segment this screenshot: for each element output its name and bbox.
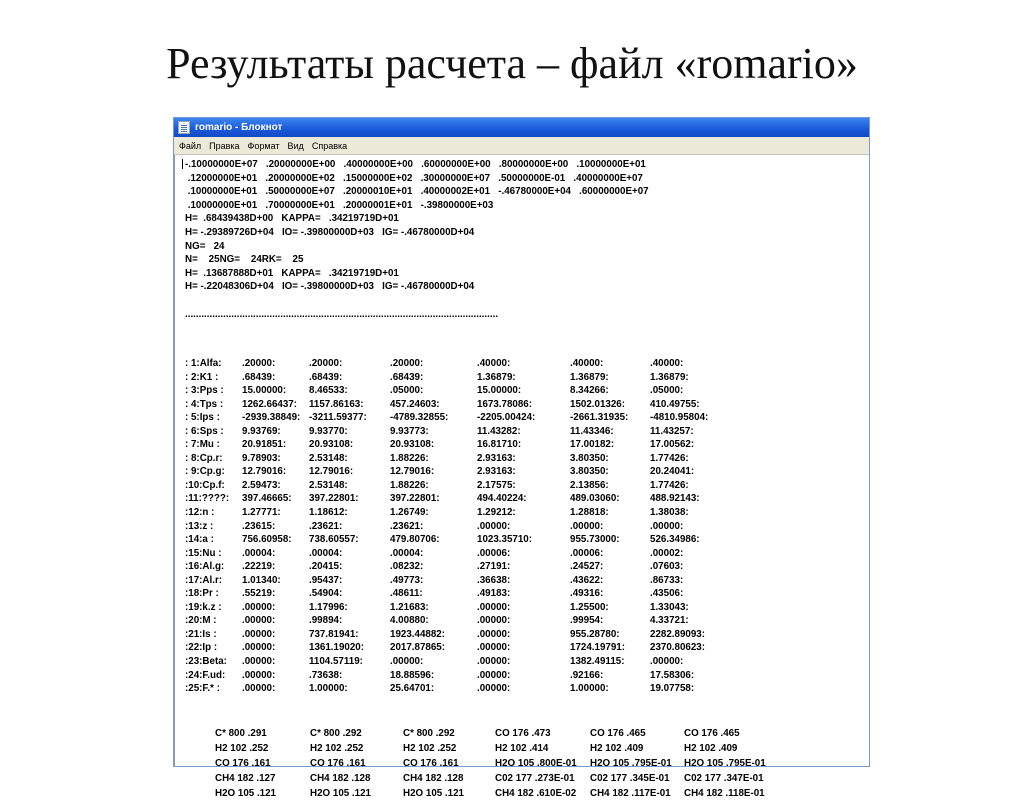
- composition-cell: CO 176 .161: [310, 758, 366, 769]
- text-line: [185, 294, 649, 308]
- result-value: 8.46533:: [309, 385, 348, 397]
- result-value: 410.49755:: [650, 398, 700, 410]
- result-value: 2370.80623:: [650, 642, 706, 654]
- result-value: 4.33721:: [650, 615, 689, 627]
- result-value: 11.43282:: [477, 425, 521, 437]
- result-value: .49773:: [390, 574, 424, 586]
- text-line: .12000000E+01 .20000000E+02 .15000000E+02 .30000000E+07 .50000000E-01 .40000000E+07: [185, 172, 643, 184]
- result-row: [185, 574, 865, 588]
- result-value: 1361.19020:: [309, 642, 365, 654]
- composition-cell: C* 800 .292: [310, 728, 362, 739]
- result-value: 2.13856:: [570, 479, 609, 491]
- result-value: .68439:: [242, 371, 276, 383]
- notepad-window[interactable]: [173, 117, 870, 799]
- result-value: .08232:: [390, 561, 424, 573]
- composition-row: [215, 741, 855, 756]
- composition-row: [215, 786, 855, 801]
- result-value: 1.88226:: [390, 479, 429, 491]
- result-value: 1382.49115:: [570, 656, 625, 668]
- result-value: .23615:: [242, 520, 276, 532]
- result-value: 15.00000:: [477, 385, 522, 397]
- composition-cell: H2O 105 .121: [215, 788, 277, 799]
- menu-view[interactable]: Вид: [287, 140, 304, 151]
- result-row: [185, 465, 865, 479]
- result-value: .24527:: [570, 561, 604, 573]
- result-value: .22219:: [242, 561, 276, 573]
- result-row: [185, 438, 865, 452]
- result-row: [185, 547, 865, 561]
- result-row: [185, 587, 865, 601]
- result-value: .00006:: [570, 547, 604, 559]
- composition-cell: CH4 182 .128: [403, 773, 464, 784]
- text-line: -.10000000E+07 .20000000E+00 .40000000E+00 .60000000E+00 .80000000E+00 .10000000E+01: [185, 159, 646, 170]
- result-value: 1.17996:: [309, 601, 348, 613]
- result-value: 2017.87865:: [390, 642, 446, 654]
- result-label: : 4:Tps :: [185, 398, 224, 410]
- composition-cell: H2O 105 .121: [310, 788, 372, 799]
- result-row: [185, 411, 865, 425]
- result-value: 1.28818:: [570, 507, 609, 519]
- composition-cell: CO 176 .465: [590, 728, 646, 739]
- result-label: :19:k.z :: [185, 601, 222, 613]
- text-editor[interactable]: [174, 155, 869, 799]
- text-line: .10000000E+01 .50000000E+07 .20000010E+01 .40000002E+01 -.46780000E+04 .60000000E+07: [185, 186, 649, 198]
- result-value: .43622:: [570, 574, 604, 586]
- separator-line: ...................................................................................................................: [185, 308, 499, 320]
- result-label: :14:a :: [185, 534, 214, 546]
- result-value: 955.28780:: [570, 628, 620, 640]
- result-value: .55219:: [242, 588, 276, 600]
- result-value: .73638:: [309, 669, 343, 681]
- result-label: : 2:K1 :: [185, 371, 219, 383]
- composition-cell: CH4 182 .117E-01: [590, 788, 671, 799]
- result-value: 1.29212:: [477, 507, 516, 519]
- result-value: .00000:: [477, 520, 511, 532]
- composition-cell: CO 176 .465: [684, 728, 740, 739]
- result-value: .68439:: [390, 371, 424, 383]
- result-value: 1.38038:: [650, 507, 689, 519]
- result-label: :17:Al.r:: [185, 574, 223, 586]
- menu-file[interactable]: Файл: [179, 140, 202, 151]
- result-value: .49316:: [570, 588, 604, 600]
- result-value: 1.00000:: [570, 683, 609, 695]
- result-value: 397.22801:: [390, 493, 440, 505]
- composition-table: [215, 726, 855, 801]
- text-line: H= .68439438D+00 KAPPA= .34219719D+01: [185, 213, 399, 225]
- result-value: .68439:: [309, 371, 343, 383]
- result-value: -3211.59377:: [309, 412, 367, 424]
- result-value: 20.91851:: [242, 439, 287, 451]
- result-value: .54904:: [309, 588, 343, 600]
- composition-cell: H2 102 .409: [590, 743, 644, 754]
- result-value: .00000:: [242, 642, 276, 654]
- result-value: 8.34266:: [570, 385, 609, 397]
- result-value: .00000:: [650, 520, 684, 532]
- result-value: -4789.32855:: [390, 412, 449, 424]
- composition-cell: H2 102 .414: [495, 743, 549, 754]
- result-value: .40000:: [477, 358, 511, 369]
- result-label: :18:Pr :: [185, 588, 219, 600]
- result-value: .00000:: [477, 669, 511, 681]
- menu-help[interactable]: Справка: [311, 140, 348, 151]
- result-value: .00000:: [477, 601, 511, 613]
- result-value: -2205.00424:: [477, 412, 536, 424]
- result-value: .00000:: [242, 628, 276, 640]
- result-label: :25:F.* :: [185, 683, 220, 695]
- result-value: 457.24603:: [390, 398, 440, 410]
- result-value: .99894:: [309, 615, 343, 627]
- composition-cell: C* 800 .292: [403, 728, 455, 739]
- result-value: 1673.78086:: [477, 398, 533, 410]
- result-value: .00000:: [242, 656, 276, 668]
- result-value: 1104.57119:: [309, 656, 363, 668]
- result-label: : 5:Ips :: [185, 412, 220, 424]
- result-value: .00000:: [477, 628, 511, 640]
- result-value: 12.79016:: [309, 466, 354, 478]
- composition-cell: CO 176 .473: [495, 728, 551, 739]
- result-value: 489.03060:: [570, 493, 620, 505]
- result-value: 9.93770:: [309, 425, 348, 437]
- result-value: .20000:: [390, 358, 424, 369]
- result-value: .00000:: [390, 656, 424, 668]
- text-line: H= -.29389726D+04 IO= -.39800000D+03 IG= -.46780000D+04: [185, 226, 475, 238]
- result-row: [185, 371, 865, 385]
- result-value: .05000:: [390, 385, 424, 397]
- menu-format[interactable]: Формат: [247, 140, 280, 151]
- result-value: .36638:: [477, 574, 511, 586]
- result-value: 12.79016:: [242, 466, 287, 478]
- composition-cell: H2 102 .409: [684, 743, 738, 754]
- composition-cell: C02 177 .273E-01: [495, 773, 575, 784]
- result-label: :15:Nu :: [185, 547, 222, 559]
- result-value: .00004:: [242, 547, 276, 559]
- result-value: .00000:: [477, 642, 511, 654]
- result-label: :23:Beta:: [185, 656, 227, 668]
- result-value: .00002:: [650, 547, 684, 559]
- result-value: 2.59473:: [242, 479, 281, 491]
- composition-cell: CH4 182 .118E-01: [684, 788, 765, 799]
- composition-cell: CH4 182 .128: [310, 773, 371, 784]
- result-row: [185, 452, 865, 466]
- result-value: 1502.01326:: [570, 398, 626, 410]
- result-value: 1023.35710:: [477, 534, 533, 546]
- result-value: 18.88596:: [390, 669, 435, 681]
- result-value: .40000:: [570, 358, 604, 369]
- result-value: 9.78903:: [242, 452, 281, 464]
- result-value: 1724.19791:: [570, 642, 626, 654]
- result-value: 19.07758:: [650, 683, 695, 695]
- result-value: -2661.31935:: [570, 412, 629, 424]
- result-value: .00000:: [477, 656, 511, 668]
- composition-cell: CO 176 .161: [215, 758, 271, 769]
- result-label: : 1:Alfa:: [185, 358, 222, 369]
- result-value: 1262.66437:: [242, 398, 298, 410]
- result-value: 738.60557:: [309, 534, 359, 546]
- result-value: .00004:: [390, 547, 424, 559]
- composition-cell: H2O 105 .800E-01: [495, 758, 577, 769]
- composition-row: [215, 756, 855, 771]
- result-value: 11.43257:: [650, 425, 694, 437]
- result-value: 1923.44882:: [390, 628, 446, 640]
- result-row: [185, 357, 865, 371]
- result-row: [185, 601, 865, 615]
- result-value: .00000:: [242, 601, 276, 613]
- result-value: .00000:: [477, 683, 511, 695]
- result-label: :22:Ip :: [185, 642, 218, 654]
- result-value: 1.36879:: [650, 371, 689, 383]
- composition-cell: CH4 182 .127: [215, 773, 276, 784]
- result-row: [185, 479, 865, 493]
- composition-cell: H2 102 .252: [403, 743, 457, 754]
- result-value: .86733:: [650, 574, 684, 586]
- result-value: 1.77426:: [650, 479, 689, 491]
- result-value: -4810.95804:: [650, 412, 709, 424]
- result-value: 20.93108:: [390, 439, 435, 451]
- result-value: 2.53148:: [309, 452, 348, 464]
- result-row: [185, 614, 865, 628]
- result-value: .92166:: [570, 669, 604, 681]
- result-value: 11.43346:: [570, 425, 614, 437]
- result-value: 1.88226:: [390, 452, 429, 464]
- result-row: [185, 398, 865, 412]
- result-label: : 7:Mu :: [185, 439, 220, 451]
- composition-cell: C* 800 .291: [215, 728, 267, 739]
- result-value: 756.60958:: [242, 534, 292, 546]
- result-value: 15.00000:: [242, 385, 287, 397]
- result-value: .23621:: [390, 520, 424, 532]
- composition-cell: CO 176 .161: [403, 758, 459, 769]
- result-value: .00000:: [650, 656, 684, 668]
- result-value: 4.00880:: [390, 615, 429, 627]
- result-value: .40000:: [650, 358, 684, 369]
- text-line: .10000000E+01 .70000000E+01 .20000001E+01 -.39800000E+03: [185, 199, 494, 211]
- result-value: .07603:: [650, 561, 684, 573]
- result-label: : 9:Cp.g:: [185, 466, 225, 478]
- result-row: [185, 492, 865, 506]
- result-value: 526.34986:: [650, 534, 700, 546]
- result-row: [185, 384, 865, 398]
- result-value: 1.18612:: [309, 507, 348, 519]
- result-row: [185, 533, 865, 547]
- result-value: 9.93769:: [242, 425, 281, 437]
- composition-cell: H2 102 .252: [310, 743, 364, 754]
- result-value: 397.46665:: [242, 493, 292, 505]
- result-value: .20000:: [309, 358, 343, 369]
- text-caret: [182, 159, 183, 169]
- result-label: :24:F.ud:: [185, 669, 226, 681]
- result-label: :16:Al.g:: [185, 561, 225, 573]
- window-title: romario - Блокнот: [195, 122, 283, 133]
- result-value: 1.26749:: [390, 507, 429, 519]
- result-label: :20:M :: [185, 615, 217, 627]
- result-value: 20.24041:: [650, 466, 695, 478]
- result-row: [185, 669, 865, 683]
- result-value: .00000:: [242, 669, 276, 681]
- composition-cell: C02 177 .345E-01: [590, 773, 670, 784]
- menu-edit[interactable]: Правка: [209, 140, 240, 151]
- composition-cell: H2O 105 .121: [403, 788, 465, 799]
- result-value: 1.77426:: [650, 452, 689, 464]
- result-value: .00000:: [570, 520, 604, 532]
- result-row: [185, 520, 865, 534]
- composition-cell: H2 102 .252: [215, 743, 269, 754]
- result-value: 479.80706:: [390, 534, 440, 546]
- result-label: :10:Cp.f:: [185, 479, 225, 491]
- result-value: 1.00000:: [309, 683, 348, 695]
- result-value: 2.93163:: [477, 466, 516, 478]
- result-value: .48611:: [390, 588, 423, 600]
- result-value: .00006:: [477, 547, 511, 559]
- result-value: 20.93108:: [309, 439, 354, 451]
- result-row: [185, 628, 865, 642]
- result-value: .00000:: [242, 615, 276, 627]
- result-value: .99954:: [570, 615, 604, 627]
- result-row: [185, 560, 865, 574]
- result-value: 3.80350:: [570, 466, 609, 478]
- composition-row: [215, 771, 855, 786]
- result-label: :11:????:: [185, 493, 230, 505]
- result-value: 737.81941:: [309, 628, 359, 640]
- result-value: 397.22801:: [309, 493, 359, 505]
- result-value: 1.36879:: [477, 371, 516, 383]
- title-bar[interactable]: [174, 118, 869, 137]
- menu-bar: [174, 137, 869, 155]
- result-value: .00000:: [242, 683, 276, 695]
- notepad-icon: [178, 121, 190, 134]
- result-value: 488.92143:: [650, 493, 700, 505]
- header-lines: [185, 158, 649, 321]
- result-value: 12.79016:: [390, 466, 435, 478]
- result-value: 1.27771:: [242, 507, 281, 519]
- result-value: 2282.89093:: [650, 628, 706, 640]
- result-value: 1.01340:: [242, 574, 281, 586]
- result-value: 2.17575:: [477, 479, 516, 491]
- result-label: : 3:Pps :: [185, 385, 224, 397]
- result-label: :13:z :: [185, 520, 214, 532]
- result-value: 2.93163:: [477, 452, 516, 464]
- text-line: H= -.22048306D+04 IO= -.39800000D+03 IG= -.46780000D+04: [185, 281, 475, 293]
- result-value: 2.53148:: [309, 479, 348, 491]
- result-value: 25.64701:: [390, 683, 435, 695]
- result-value: .00004:: [309, 547, 343, 559]
- composition-row: [215, 726, 855, 741]
- result-value: 1157.86163:: [309, 398, 364, 410]
- text-line: H= .13687888D+01 KAPPA= .34219719D+01: [185, 267, 399, 279]
- result-value: 17.00182:: [570, 439, 615, 451]
- result-value: .49183:: [477, 588, 511, 600]
- result-value: .43506:: [650, 588, 684, 600]
- result-value: 9.93773:: [390, 425, 429, 437]
- result-value: 494.40224:: [477, 493, 527, 505]
- result-row: [185, 641, 865, 655]
- result-value: 1.36879:: [570, 371, 609, 383]
- result-value: 1.33043:: [650, 601, 689, 613]
- result-value: -2939.38849:: [242, 412, 301, 424]
- result-value: .20415:: [309, 561, 343, 573]
- result-value: .05000:: [650, 385, 684, 397]
- text-line: NG= 24: [185, 240, 225, 252]
- result-value: .00000:: [477, 615, 511, 627]
- result-value: 1.21683:: [390, 601, 429, 613]
- result-value: 17.00562:: [650, 439, 695, 451]
- result-label: :12:n :: [185, 507, 215, 519]
- result-label: : 6:Sps :: [185, 425, 224, 437]
- result-row: [185, 425, 865, 439]
- results-table: [185, 357, 865, 696]
- composition-cell: C02 177 .347E-01: [684, 773, 764, 784]
- result-value: .27191:: [477, 561, 511, 573]
- text-line: N= 25NG= 24RK= 25: [185, 254, 304, 266]
- result-row: [185, 655, 865, 669]
- result-value: .95437:: [309, 574, 343, 586]
- result-value: 1.25500:: [570, 601, 609, 613]
- result-label: : 8:Cp.r:: [185, 452, 223, 464]
- result-value: .23621:: [309, 520, 343, 532]
- result-value: 955.73000:: [570, 534, 620, 546]
- result-value: 17.58306:: [650, 669, 695, 681]
- result-label: :21:Is :: [185, 628, 217, 640]
- result-value: .20000:: [242, 358, 276, 369]
- composition-cell: H2O 105 .795E-01: [590, 758, 672, 769]
- result-row: [185, 682, 865, 696]
- result-value: 16.81710:: [477, 439, 522, 451]
- slide-title: Результаты расчета – файл «romario»: [166, 39, 858, 88]
- composition-cell: CH4 182 .610E-02: [495, 788, 577, 799]
- result-value: 3.80350:: [570, 452, 609, 464]
- composition-cell: H2O 105 .795E-01: [684, 758, 766, 769]
- result-row: [185, 506, 865, 520]
